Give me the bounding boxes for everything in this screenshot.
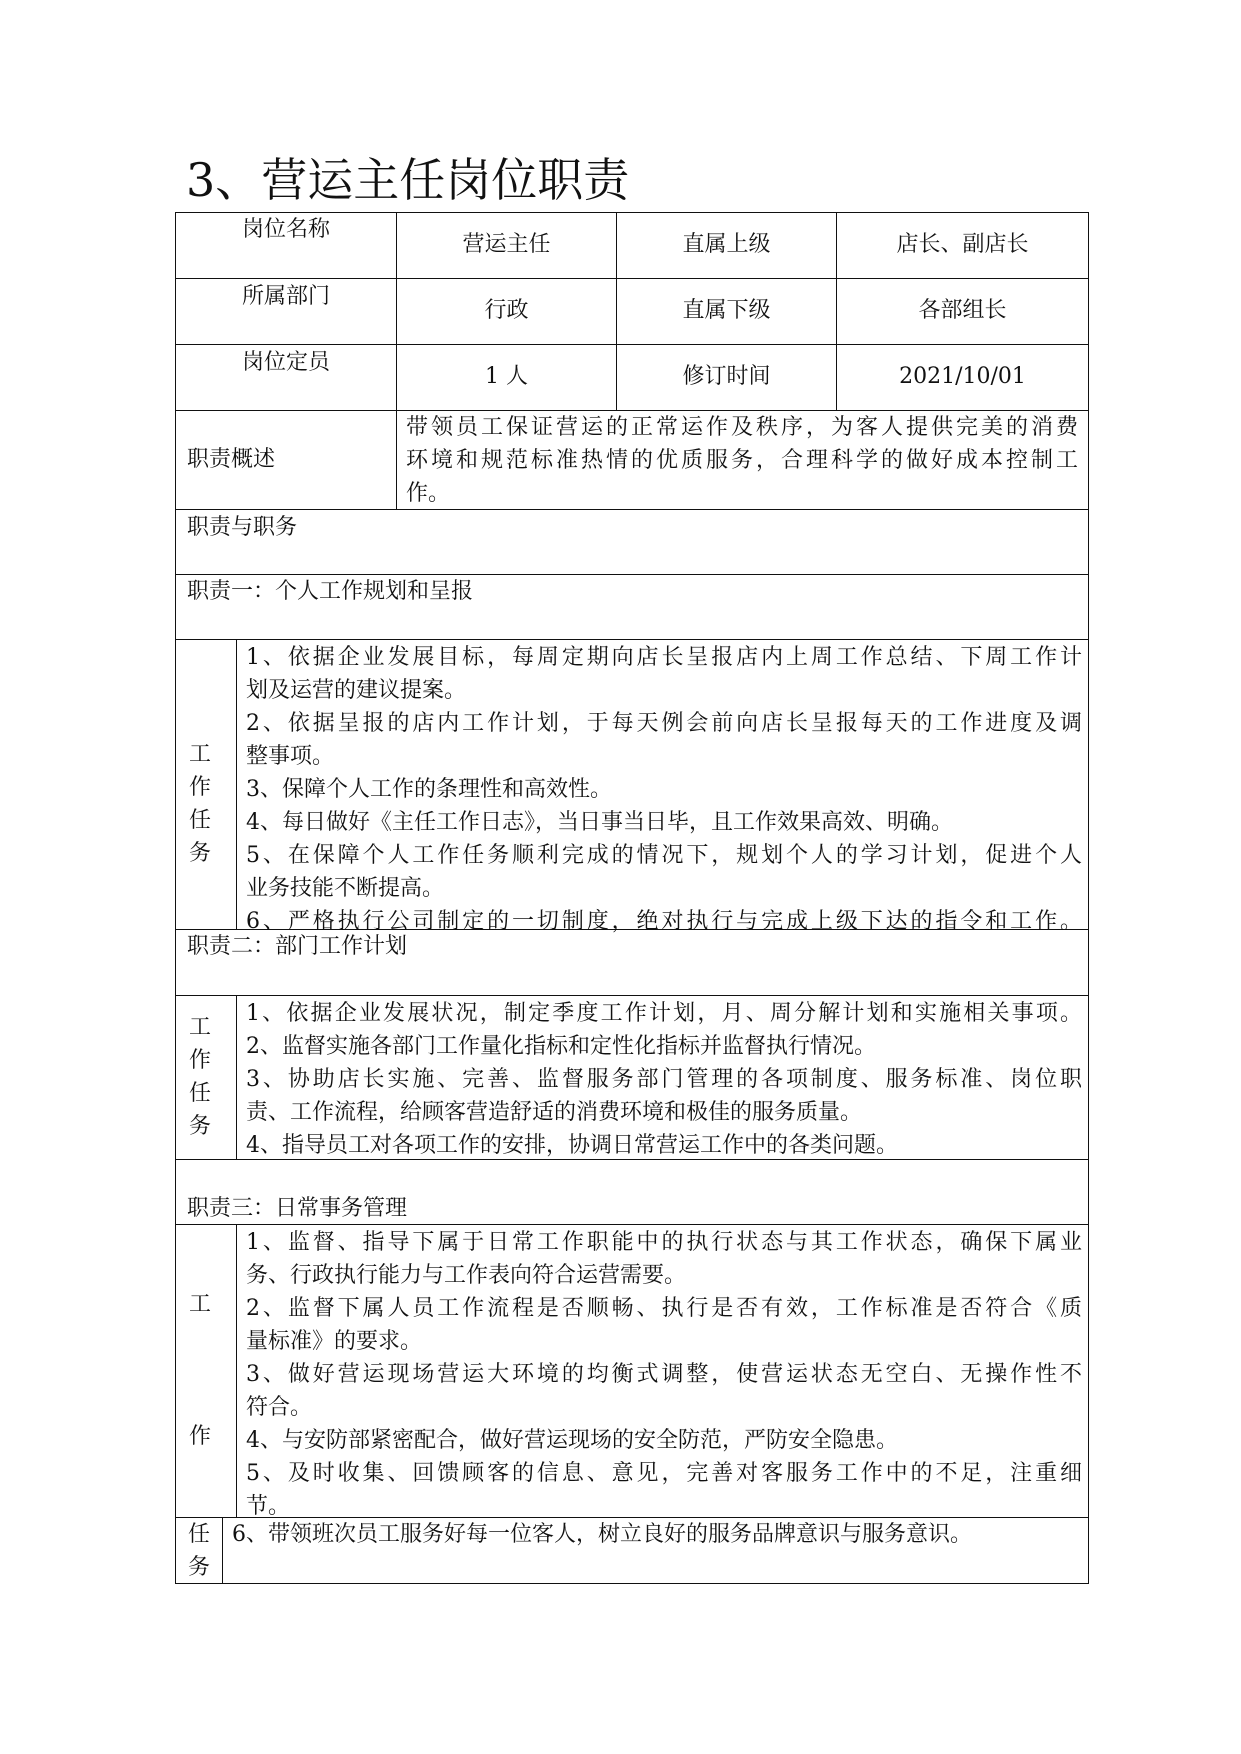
task-line: 4、与安防部紧密配合，做好营运现场的安全防范，严防安全隐患。 xyxy=(246,1428,898,1453)
superior-value: 店长、副店长 xyxy=(896,232,1029,257)
task-line: 3、做好营运现场营运大环境的均衡式调整，使营运状态无空白、无操作性不 xyxy=(246,1362,1082,1387)
task-line: 2、监督下属人员工作流程是否顺畅、执行是否有效，工作标准是否符合《质 xyxy=(246,1296,1082,1321)
summary-line: 作。 xyxy=(406,481,451,506)
task-line: 3、协助店长实施、完善、监督服务部门管理的各项制度、服务标准、岗位职 xyxy=(246,1067,1082,1092)
col-divider xyxy=(236,995,237,1159)
task-line: 4、指导员工对各项工作的安排，协调日常营运工作中的各类问题。 xyxy=(246,1133,898,1158)
task-line: 3、保障个人工作的条理性和高效性。 xyxy=(246,777,612,802)
staff-label: 岗位定员 xyxy=(241,350,330,375)
task-line: 4、每日做好《主任工作日志》，当日事当日毕，且工作效果高效、明确。 xyxy=(246,810,953,835)
duty3-heading: 职责三：日常事务管理 xyxy=(187,1196,408,1221)
duty2-tasks xyxy=(246,997,1082,1162)
post-name-label: 岗位名称 xyxy=(241,217,330,242)
col-divider xyxy=(222,1517,223,1584)
duty1-tasks xyxy=(246,641,1082,938)
summary-line: 环境和规范标准热情的优质服务，合理科学的做好成本控制工 xyxy=(406,448,1078,473)
duty3-tasks xyxy=(246,1226,1082,1523)
col-divider xyxy=(236,639,237,929)
staff-value: 1 人 xyxy=(485,364,528,389)
subordinate-label: 直属下级 xyxy=(682,298,771,323)
subordinate-value: 各部组长 xyxy=(918,298,1007,323)
summary-line: 带领员工保证营运的正常运作及秩序，为客人提供完美的消费 xyxy=(406,415,1078,440)
task-line: 1、监督、指导下属于日常工作职能中的执行状态与其工作状态，确保下属业 xyxy=(246,1230,1082,1255)
row-divider xyxy=(175,278,1089,279)
revised-label: 修订时间 xyxy=(682,364,771,389)
duty3-side-label-bottom: 任 务 xyxy=(187,1522,210,1580)
duty2-side-label: 工 作 任 务 xyxy=(188,1015,211,1139)
col-divider xyxy=(236,1224,237,1517)
duties-heading: 职责与职务 xyxy=(187,515,298,540)
task-line: 5、及时收集、回馈顾客的信息、意见，完善对客服务工作中的不足，注重细 xyxy=(246,1461,1082,1486)
duty3-last-task: 6、带领班次员工服务好每一位客人，树立良好的服务品牌意识与服务意识。 xyxy=(232,1522,972,1547)
row-divider xyxy=(175,639,1089,640)
row-divider xyxy=(175,344,1089,345)
row-divider xyxy=(175,995,1089,996)
summary-text xyxy=(406,411,1078,510)
duty2-heading: 职责二：部门工作计划 xyxy=(187,934,408,959)
row-divider xyxy=(175,574,1089,575)
task-line: 2、依据呈报的店内工作计划，于每天例会前向店长呈报每天的工作进度及调 xyxy=(246,711,1082,736)
duty1-side-label: 工 作 任 务 xyxy=(188,742,211,866)
post-name-value: 营运主任 xyxy=(462,232,551,257)
page-title: 3、营运主任岗位职责 xyxy=(186,153,630,207)
task-line: 整事项。 xyxy=(246,744,335,769)
summary-label: 职责概述 xyxy=(187,447,276,472)
duty3-side-label-mid: 作 xyxy=(188,1424,211,1449)
task-line: 务、行政执行能力与工作表向符合运营需要。 xyxy=(246,1263,687,1288)
duty3-side-label-top: 工 xyxy=(188,1292,211,1317)
task-line: 6、严格执行公司制定的一切制度，绝对执行与完成上级下达的指令和工作。 xyxy=(246,909,1082,934)
revised-value: 2021/10/01 xyxy=(899,364,1026,389)
task-line: 责、工作流程，给顾客营造舒适的消费环境和极佳的服务质量。 xyxy=(246,1100,863,1125)
task-line: 1、依据企业发展目标，每周定期向店长呈报店内上周工作总结、下周工作计 xyxy=(246,645,1082,670)
task-line: 量标准》的要求。 xyxy=(246,1329,423,1354)
task-line: 业务技能不断提高。 xyxy=(246,876,445,901)
superior-label: 直属上级 xyxy=(682,232,771,257)
task-line: 划及运营的建议提案。 xyxy=(246,678,467,703)
task-line: 2、监督实施各部门工作量化指标和定性化指标并监督执行情况。 xyxy=(246,1034,876,1059)
dept-value: 行政 xyxy=(484,298,529,323)
task-line: 符合。 xyxy=(246,1395,313,1420)
task-line: 1、依据企业发展状况，制定季度工作计划，月、周分解计划和实施相关事项。 xyxy=(246,1001,1082,1026)
task-line: 节。 xyxy=(246,1494,291,1519)
dept-label: 所属部门 xyxy=(241,284,330,309)
task-line: 5、在保障个人工作任务顺利完成的情况下，规划个人的学习计划，促进个人 xyxy=(246,843,1082,868)
duty1-heading: 职责一：个人工作规划和呈报 xyxy=(187,579,474,604)
